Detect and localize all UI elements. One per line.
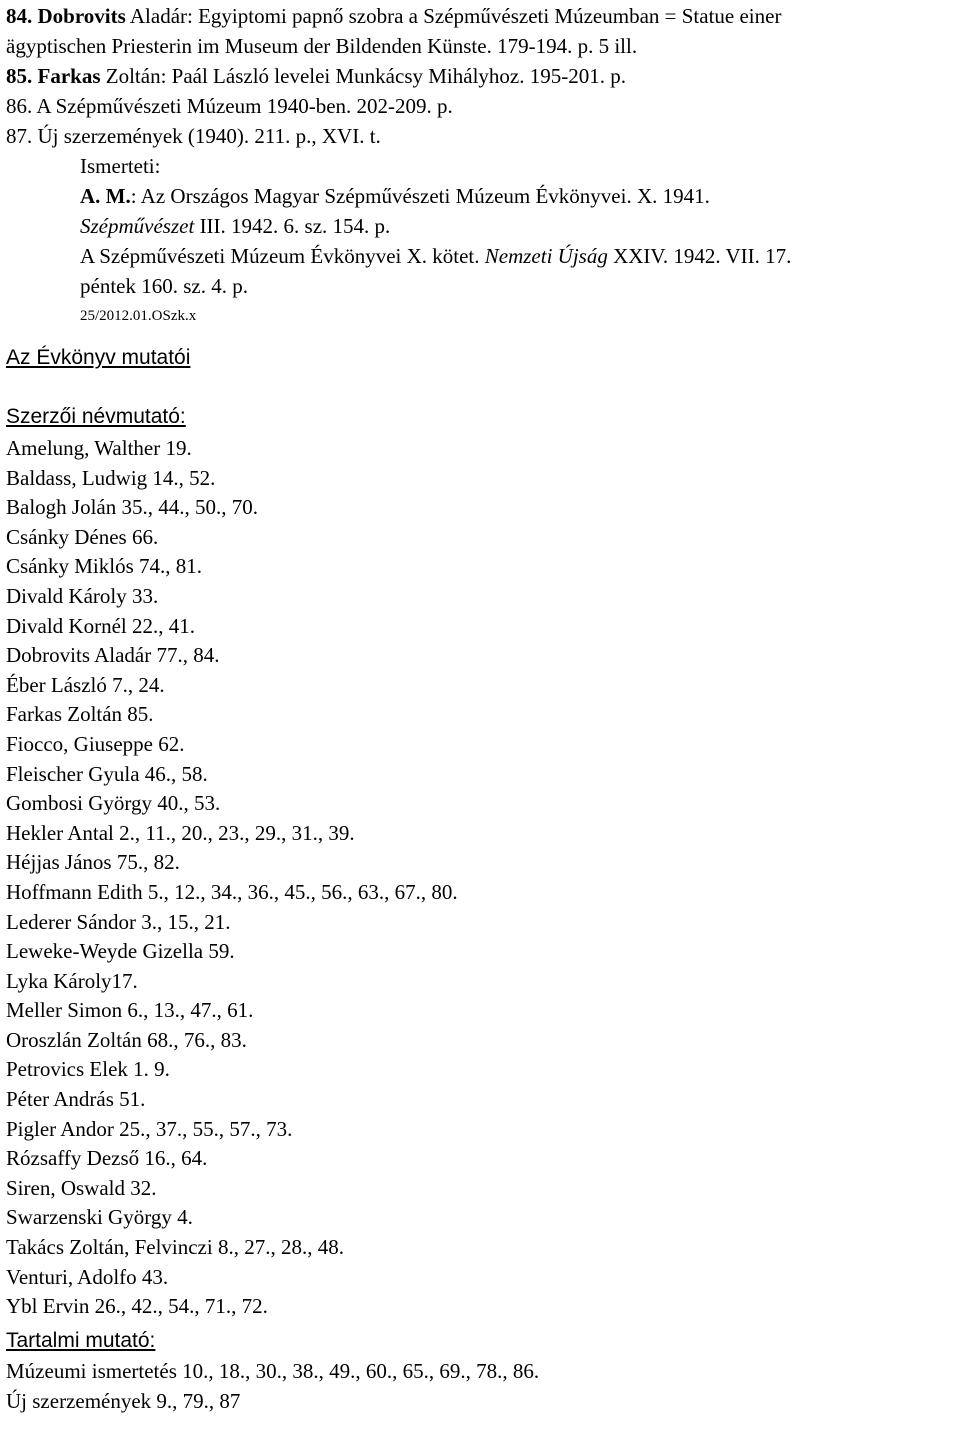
author-index-item: Oroszlán Zoltán 68., 76., 83. xyxy=(6,1027,247,1052)
author-index-heading: Szerzői névmutató: xyxy=(6,405,186,428)
author-index-item: Hoffmann Edith 5., 12., 34., 36., 45., 56., 63., 67., 80. xyxy=(6,879,458,904)
entry-85 xyxy=(6,61,791,91)
review-line-2: Szépművészet III. 1942. 6. sz. 154. p. xyxy=(80,214,391,238)
author-index-item: Fiocco, Giuseppe 62. xyxy=(6,731,185,756)
author-index-item: Péter András 51. xyxy=(6,1087,146,1112)
author-index-item: Petrovics Elek 1. 9. xyxy=(6,1057,170,1082)
author-index-item: Héjjas János 75., 82. xyxy=(6,850,180,875)
entry-author: Farkas xyxy=(37,64,101,88)
author-index-item: Swarzenski György 4. xyxy=(6,1205,193,1230)
author-index-item: Venturi, Adolfo 43. xyxy=(6,1264,169,1289)
author-index-item: Pigler Andor 25., 37., 55., 57., 73. xyxy=(6,1116,293,1141)
author-index-item: Csánky Dénes 66. xyxy=(6,524,159,549)
entry-84 xyxy=(6,1,791,31)
author-index-item: Ybl Ervin 26., 42., 54., 71., 72. xyxy=(6,1294,268,1319)
review-line-3: A Szépművészeti Múzeum Évkönyvei X. kötet. Nemzeti Újság XXIV. 1942. VII. 17. xyxy=(80,244,792,268)
author-index-item: Balogh Jolán 35., 44., 50., 70. xyxy=(6,495,258,520)
entry-86: 86. A Szépművészeti Múzeum 1940-ben. 202-209. p. xyxy=(6,94,453,118)
author-index-item: Dobrovits Aladár 77., 84. xyxy=(6,643,220,668)
bibliography-entries xyxy=(6,1,791,331)
entry-number: 84. xyxy=(6,4,33,28)
author-index-item: Hekler Antal 2., 11., 20., 23., 29., 31., 39. xyxy=(6,820,355,845)
content-index-item: Új szerzemények 9., 79., 87 xyxy=(6,1388,241,1413)
author-index-item: Takács Zoltán, Felvinczi 8., 27., 28., 48. xyxy=(6,1235,344,1260)
review-line-1: A. M.: Az Országos Magyar Szépművészeti Múzeum Évkönyvei. X. 1941. xyxy=(80,184,710,208)
review-author: A. M. xyxy=(80,184,131,208)
entry-author: Dobrovits xyxy=(37,4,126,28)
author-index-item: Siren, Oswald 32. xyxy=(6,1175,157,1200)
content-index-list xyxy=(6,1357,539,1416)
newspaper-title: Nemzeti Újság xyxy=(484,244,608,268)
author-index-item: Baldass, Ludwig 14., 52. xyxy=(6,465,216,490)
author-index-item: Leweke-Weyde Gizella 59. xyxy=(6,939,235,964)
author-index-list xyxy=(6,434,458,1322)
entry-84-continued: ägyptischen Priesterin im Museum der Bildenden Künste. 179-194. p. 5 ill. xyxy=(6,34,638,58)
journal-title: Szépművészet xyxy=(80,214,195,238)
entry-number: 85. xyxy=(6,64,33,88)
entry-text: Aladár: Egyiptomi papnő szobra a Szépművészeti Múzeumban = Statue einer xyxy=(125,4,782,28)
author-index-item: Lyka Károly17. xyxy=(6,968,138,993)
index-title: Az Évkönyv mutatói xyxy=(6,346,191,369)
author-index-item: Rózsaffy Dezső 16., 64. xyxy=(6,1146,208,1171)
author-index-item: Éber László 7., 24. xyxy=(6,672,165,697)
author-index-item: Divald Kornél 22., 41. xyxy=(6,613,195,638)
author-index-item: Amelung, Walther 19. xyxy=(6,436,192,460)
review-label: Ismerteti: xyxy=(80,154,161,178)
review-line-4: péntek 160. sz. 4. p. xyxy=(80,274,248,298)
entry-87: 87. Új szerzemények (1940). 211. p., XVI. t. xyxy=(6,124,381,148)
content-index-item: Múzeumi ismertetés 10., 18., 30., 38., 49., 60., 65., 69., 78., 86. xyxy=(6,1359,540,1383)
signature-code: 25/2012.01.OSzk.x xyxy=(80,308,197,324)
content-index-heading: Tartalmi mutató: xyxy=(6,1329,156,1352)
author-index-item: Divald Károly 33. xyxy=(6,583,159,608)
author-index-item: Csánky Miklós 74., 81. xyxy=(6,554,203,579)
author-index-item: Meller Simon 6., 13., 47., 61. xyxy=(6,998,254,1023)
author-index-item: Farkas Zoltán 85. xyxy=(6,702,154,727)
author-index-item: Gombosi György 40., 53. xyxy=(6,791,221,816)
author-index-item: Fleischer Gyula 46., 58. xyxy=(6,761,208,786)
entry-text: Zoltán: Paál László levelei Munkácsy Mihályhoz. 195-201. p. xyxy=(100,64,626,88)
author-index-item: Lederer Sándor 3., 15., 21. xyxy=(6,909,231,934)
